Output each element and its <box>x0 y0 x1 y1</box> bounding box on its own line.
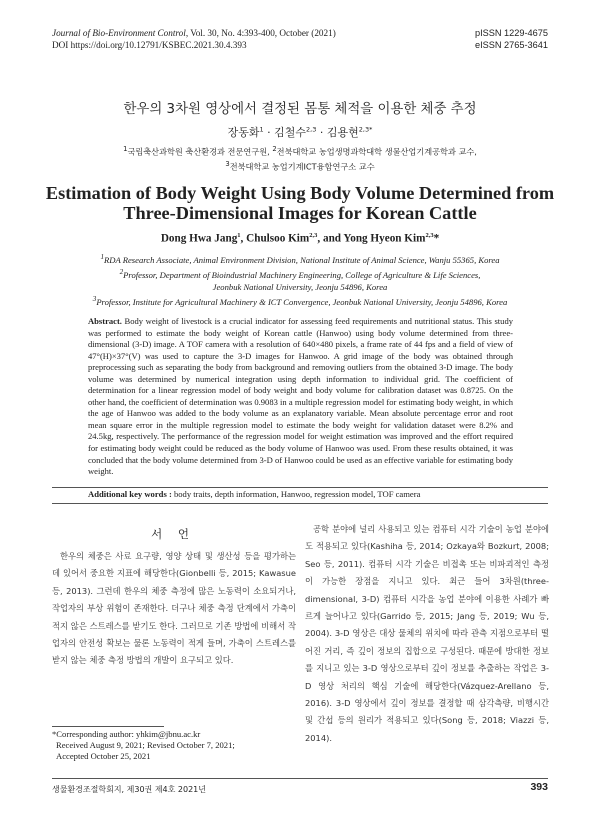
author-en-2: , Chulsoo Kim <box>240 232 310 245</box>
keywords-divider-bottom <box>52 503 548 504</box>
affil-mark: 3 <box>225 159 230 168</box>
corresponding-mark: * <box>433 232 440 245</box>
doi-line: DOI https://doi.org/10.12791/KSBEC.2021.30.4.393 <box>52 40 247 50</box>
affiliation-ko-line-2 <box>0 158 600 173</box>
affil-text: 전북대학교 농업기계ICT융합연구소 교수 <box>229 161 375 172</box>
author-ko-2-affil: 2,3 <box>306 125 317 134</box>
affil-text: RDA Research Associate, Animal Environment Division, National Institute of Animal Science, Wanju 55365, Korea <box>104 254 500 265</box>
author-ko-1: 장동화 <box>227 126 260 139</box>
affiliations-english <box>30 251 570 308</box>
keywords-text: body traits, depth information, Hanwoo, regression model, TOF camera <box>171 489 421 499</box>
author-ko-3: 김용현 <box>326 126 359 139</box>
author-ko-1-affil: 1 <box>259 125 264 134</box>
affil-mark: 2 <box>272 145 277 153</box>
authors-english <box>0 232 600 245</box>
page-number: 393 <box>530 781 548 793</box>
title-english <box>20 183 580 223</box>
eissn: eISSN 2765-3641 <box>474 40 548 50</box>
author-separator: · <box>316 126 327 139</box>
footnote-divider <box>52 726 164 727</box>
affil-text: Professor, Institute for Agricultural Machinery & ICT Convergence, Jeonbuk National University, Jeonju 54896, Korea <box>96 296 508 307</box>
journal-header <box>52 27 336 51</box>
affiliation-ko-line-1 <box>0 143 600 158</box>
affil-mark: 1 <box>100 253 105 261</box>
affil-text: 전북대학교 농업생명과학대학 생물산업기계공학과 교수, <box>276 146 477 157</box>
author-en-1: Dong Hwa Jang <box>160 232 238 245</box>
affil-mark: 2 <box>119 267 124 276</box>
abstract-label: Abstract. <box>88 316 122 326</box>
abstract-text: Body weight of livestock is a crucial indicator for assessing feed requirements and nutritional status. This study was performed to estimate the body weight of Korean cattle (Hanwoo) using body volume determined from three-dimensional (3-D) image. A TOF camera with a resolution of 640×480 pixels, a frame rate of 44 fps and a field of view of 47°(H)×37°(V) was used to capture the 3-D images for Hanwoo. A grid image of the body was obtained through preprocessing such as separating the body from background and removing outliers from the obtained 3-D image. The body volume was determined by numerical integration using depth information to individual grid. The coefficient of determination for a linear regression model of body weight and body volume for calibration dataset was 0.8725. On the other hand, the coefficient of determination was 0.9083 in a multiple regression model for estimating body weight, in which the age of Hanwoo was added to the body volume as an explanatory variable. Mean absolute percentage error and root mean square error in the multiple regression model to estimate the body weight for validation dataset were 8.2% and 24.5kg, respectively. The performance of the regression model for weight estimation was improved and the effort required for estimating body weight could be reduced as the body volume of Hanwoo was used. From these results obtained, it was concluded that the body volume determined from 3-D of Hanwoo could be used as an effective variable for estimating body weight. <box>88 316 513 477</box>
title-korean: 한우의 3차원 영상에서 결정된 몸통 체적을 이용한 체중 추정 <box>123 102 477 117</box>
affil-mark: 1 <box>123 145 128 153</box>
title-english-line-1: Estimation of Body Weight Using Body Volume Determined from <box>45 183 555 203</box>
footer-journal-korean: 생물환경조절학회지, 제30권 제4호 2021년 <box>52 785 206 794</box>
author-en-1-affil: 1 <box>237 232 241 239</box>
author-en-2-affil: 2,3 <box>309 232 318 239</box>
affiliation-en-1 <box>30 251 570 266</box>
affil-mark: 3 <box>92 294 97 303</box>
page-footer-divider <box>52 778 548 779</box>
affil-text: 국립축산과학원 축산환경과 전문연구원, <box>127 146 273 157</box>
author-ko-2: 김철수 <box>274 126 307 139</box>
affiliation-en-3 <box>30 293 570 308</box>
footnote <box>52 729 235 762</box>
title-english-line-2: Three-Dimensional Images for Korean Cattle <box>123 203 477 223</box>
affiliation-en-2 <box>30 266 570 281</box>
received-revised-dates: Received August 9, 2021; Revised October 7, 2021; <box>56 740 235 750</box>
journal-volume-info: , Vol. 30, No. 4:393-400, October (2021) <box>185 28 336 38</box>
keywords-label: Additional key words : <box>88 489 172 499</box>
affiliation-en-2-cont: Jeonbuk National University, Jeonju 54896, Korea <box>212 281 388 292</box>
affil-text: Professor, Department of Bioindustrial Machinery Engineering, College of Agriculture & Life Sciences, <box>123 269 481 280</box>
pissn: pISSN 1229-4675 <box>474 28 548 38</box>
section-heading-introduction: 서 언 <box>151 527 195 541</box>
affiliations-korean <box>0 143 600 172</box>
authors-korean <box>0 124 600 140</box>
keywords <box>88 489 420 499</box>
author-en-3-affil: 2,3 <box>425 232 434 239</box>
corresponding-author: *Corresponding author: yhkim@jbnu.ac.kr <box>52 729 201 739</box>
journal-name: Journal of Bio-Environment Control <box>52 28 186 38</box>
issn-block <box>475 27 548 51</box>
author-ko-3-affil: 2,3* <box>358 125 373 134</box>
keywords-divider-top <box>52 487 548 488</box>
abstract <box>88 316 513 478</box>
journal-citation <box>52 27 336 39</box>
body-column-right: 공학 분야에 널리 사용되고 있는 컴퓨터 시각 기술이 농업 분야에도 적용되고 있다(Kashiha 등, 2014; Ozkaya와 Bozkurt, 2008; Seo 등, 2011). 컴퓨터 시각 기술은 비접촉 또는 비파괴적인 측정이 가능한 장점을 지니고 있다. 최근 들어 3차원(three-dimensional, 3-D) 컴퓨터 시각을 농업 분야에 이용한 사례가 빠르게 늘어나고 있다(Garrido 등, 2015; Jang 등, 2019; Wu 등, 2004). 3-D 영상은 대상 물체의 위치에 따라 관측 지점으로부터 떨어진 거리, 즉 깊이 정보의 집합으로 구성된다. 때문에 방대한 정보를 지니고 있는 3-D 영상으로부터 깊이 정보를 추출하는 작업은 3-D 영상 처리의 핵심 기술에 해당한다(Vázquez-Arellano 등, 2016). 3-D 영상에서 깊이 정보를 결정할 때 삼각측량, 비행시간 및 간섭 등의 원리가 적용되고 있다(Song 등, 2018; Viazzi 등, 2014). <box>305 524 549 743</box>
author-en-3: , and Yong Hyeon Kim <box>317 232 426 245</box>
body-column-left: 한우의 체중은 사료 요구량, 영양 상태 및 생산성 등을 평가하는 데 있어서 중요한 지표에 해당한다(Gionbelli 등, 2015; Kawasue 등, 2013). 그런데 한우의 체중 측정에 많은 노동력이 소요되거나, 작업자의 부상 위험이 존재한다. 더구나 체중 측정 단계에서 가축이 적지 않은 스트레스를 받기도 한다. 그러므로 기존 방법에 비해서 작업자의 안전성 확보는 물론 노동력이 적게 들며, 가축이 스트레스를 받지 않는 체중 측정 방법의 개발이 요구되고 있다. <box>52 551 296 666</box>
author-separator: · <box>263 126 275 139</box>
accepted-date: Accepted October 25, 2021 <box>56 751 151 761</box>
